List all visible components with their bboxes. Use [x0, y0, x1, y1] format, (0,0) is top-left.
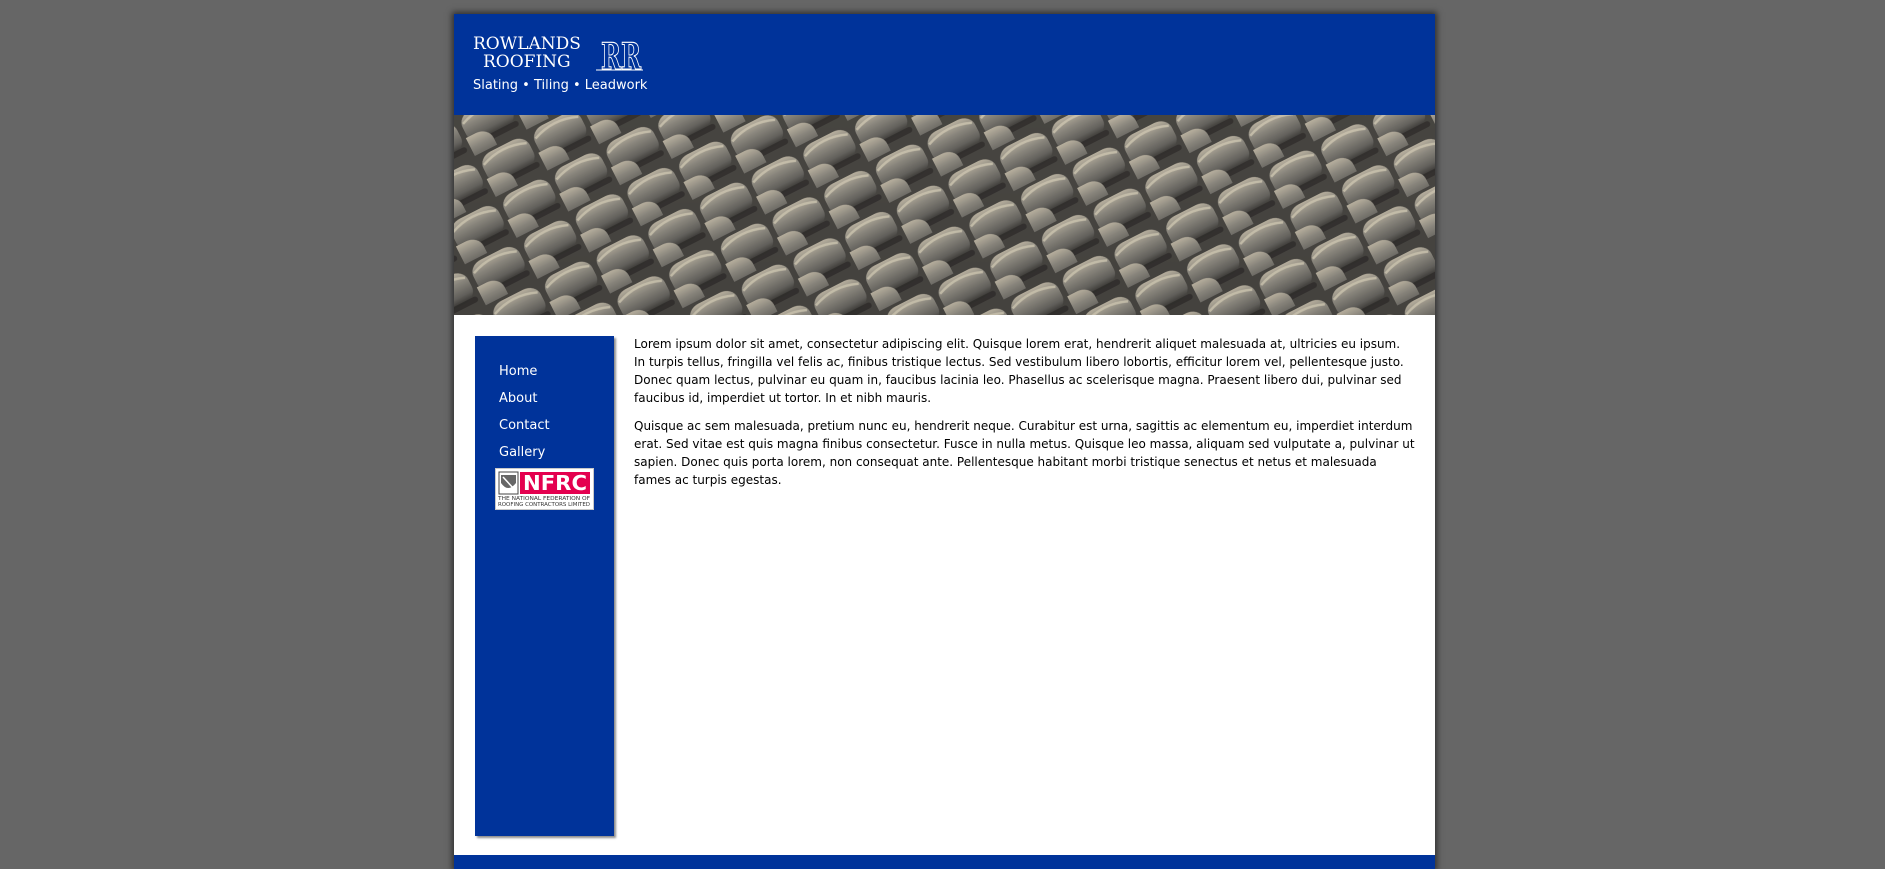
- site-header: [454, 14, 1435, 115]
- site-footer: [454, 855, 1435, 869]
- content-paragraph-1: Lorem ipsum dolor sit amet, consectetur adipiscing elit. Quisque lorem erat, hendrerit aliquet malesuada at, ultricies eu ipsum. In turpis tellus, fringilla vel felis ac, finibus tristique lectus. Sed vestibulum libero lobortis, efficitur lorem vel, pellentesque justo. Donec quam lectus, pulvinar eu quam in, faucibus lacinia leo. Phasellus ac scelerisque magna. Praesent libero dui, pulvinar sed faucibus id, imperdiet ut tortor. In et nibh mauris.: [634, 337, 1404, 405]
- nav-link-contact[interactable]: Contact: [499, 418, 550, 433]
- rr-monogram-logo-icon: [596, 36, 643, 78]
- logo-tagline: Slating • Tiling • Leadwork: [473, 78, 648, 93]
- page-container: [454, 14, 1435, 869]
- sidebar: [475, 336, 614, 836]
- nav-link-gallery[interactable]: Gallery: [499, 445, 546, 460]
- nav-item-about: [499, 383, 550, 410]
- main-content: [634, 335, 1415, 499]
- logo-monogram: RR: [601, 36, 642, 78]
- nav-link-about[interactable]: About: [499, 391, 538, 406]
- site-logo[interactable]: [473, 33, 648, 93]
- nfrc-acronym: NFRC: [523, 471, 587, 495]
- logo-line2: ROOFING: [483, 52, 571, 72]
- roof-tiles-photo-icon: [454, 115, 1435, 315]
- nfrc-shield-logo-icon: [496, 469, 593, 509]
- nav-item-gallery: [499, 437, 550, 464]
- nav-item-home: [499, 356, 550, 383]
- logo-line1: ROWLANDS: [473, 34, 581, 54]
- content-paragraph-2: Quisque ac sem malesuada, pretium nunc eu, hendrerit neque. Curabitur est urna, sagittis ac elementum eu, imperdiet interdum erat. Sed vitae est quis magna finibus consectetur. Fusce in nulla metus. Quisque leo massa, aliquam sed vulputate a, pulvinar ut sapien. Donec quis porta lorem, non consequat ante. Pellentesque habitant morbi tristique senectus et netus et malesuada fames ac turpis egestas.: [634, 419, 1415, 487]
- main-nav: [499, 356, 550, 464]
- nfrc-membership-badge[interactable]: [495, 468, 594, 510]
- nav-link-home[interactable]: Home: [499, 364, 538, 379]
- nfrc-line2: ROOFING CONTRACTORS LIMITED: [498, 502, 591, 508]
- roof-tiles-banner: [454, 115, 1435, 315]
- nav-item-contact: [499, 410, 550, 437]
- nfrc-line1: THE NATIONAL FEDERATION OF: [496, 496, 591, 502]
